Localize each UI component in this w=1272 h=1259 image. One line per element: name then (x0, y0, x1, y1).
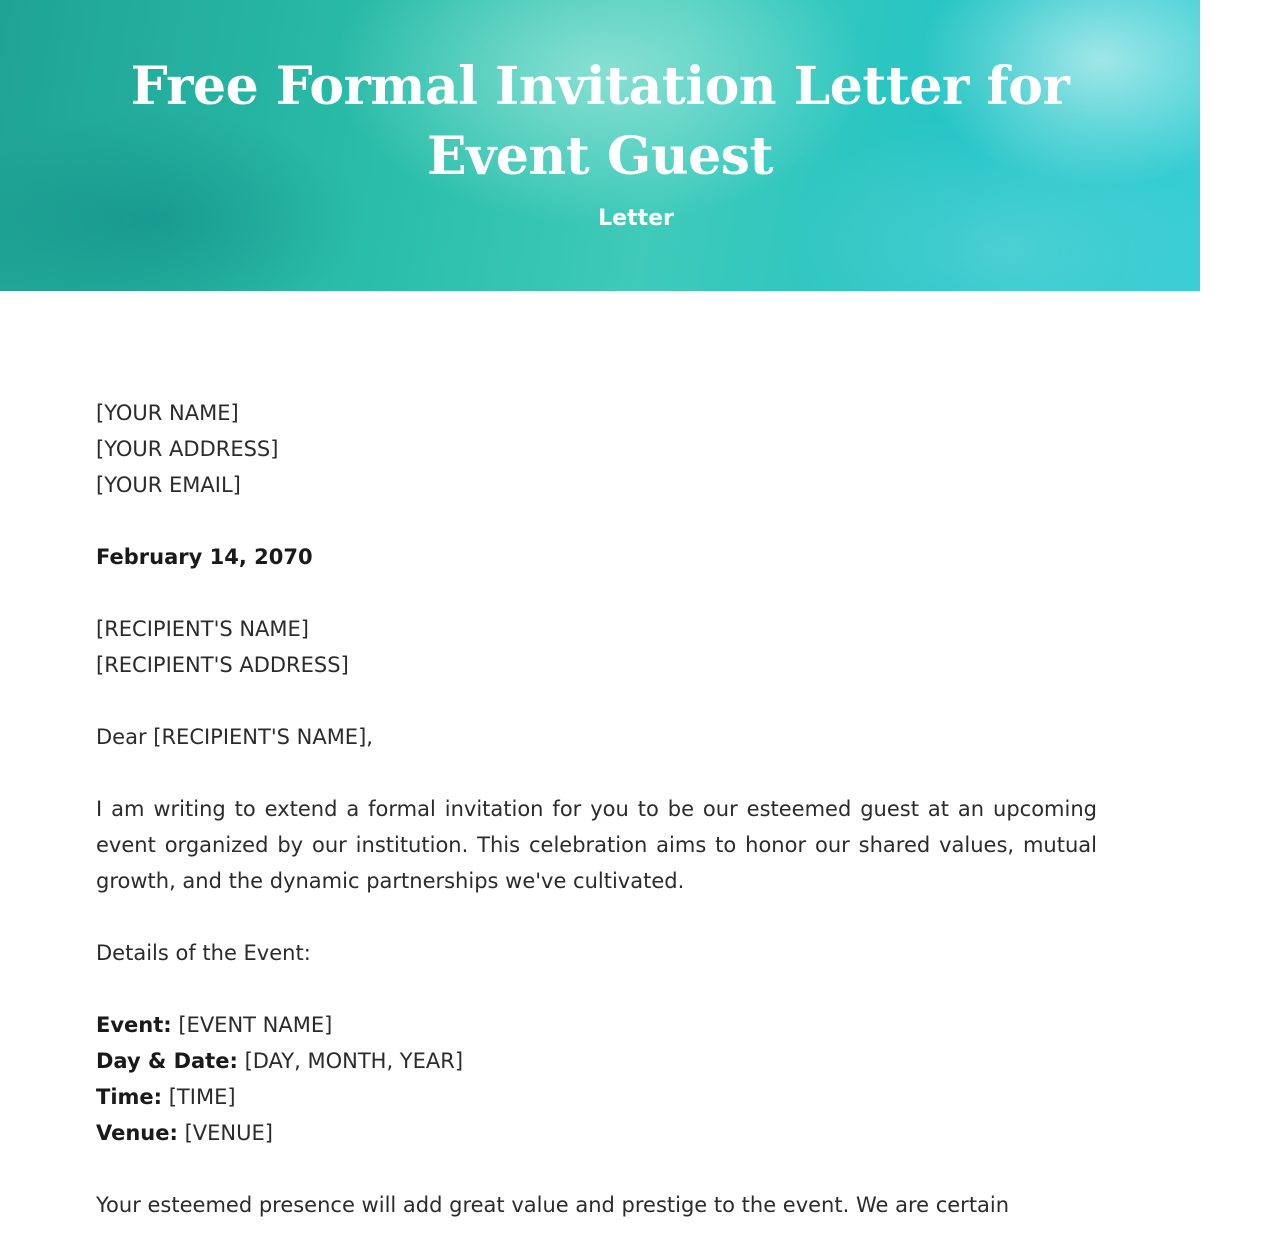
detail-value: [TIME] (168, 1085, 236, 1109)
recipient-block (96, 611, 1097, 683)
sender-email: [YOUR EMAIL] (96, 473, 241, 497)
detail-value: [VENUE] (184, 1121, 273, 1145)
detail-label: Event: (96, 1013, 172, 1037)
sender-block (96, 395, 1097, 503)
sender-address: [YOUR ADDRESS] (96, 437, 279, 461)
detail-date (96, 1043, 1097, 1079)
sender-name: [YOUR NAME] (96, 401, 239, 425)
letter-body (96, 395, 1097, 1259)
detail-value: [DAY, MONTH, YEAR] (244, 1049, 464, 1073)
detail-venue (96, 1115, 1097, 1151)
recipient-name: [RECIPIENT'S NAME] (96, 617, 310, 641)
closing-paragraph: Your esteemed presence will add great value and prestige to the event. We are certain (96, 1193, 1010, 1217)
recipient-address: [RECIPIENT'S ADDRESS] (96, 653, 349, 677)
detail-label: Venue: (96, 1121, 178, 1145)
intro-paragraph: I am writing to extend a formal invitation for you to be our esteemed guest at an upcoming event organized by our institution. This celebration aims to honor our shared values, mutual growth, and the dynamic partnerships we've cultivated. (96, 797, 1097, 893)
event-details-list (96, 1007, 1097, 1151)
letter-date: February 14, 2070 (96, 545, 313, 569)
page-subtitle: Letter (598, 206, 674, 231)
page-title: Free Formal Invitation Letter for Event Guest (130, 56, 1070, 187)
detail-label: Time: (96, 1085, 163, 1109)
header-banner (0, 0, 1200, 291)
salutation: Dear [RECIPIENT'S NAME], (96, 725, 373, 749)
detail-time (96, 1079, 1097, 1115)
detail-value: [EVENT NAME] (178, 1013, 333, 1037)
details-heading: Details of the Event: (96, 941, 311, 965)
detail-label: Day & Date: (96, 1049, 238, 1073)
detail-event (96, 1007, 1097, 1043)
